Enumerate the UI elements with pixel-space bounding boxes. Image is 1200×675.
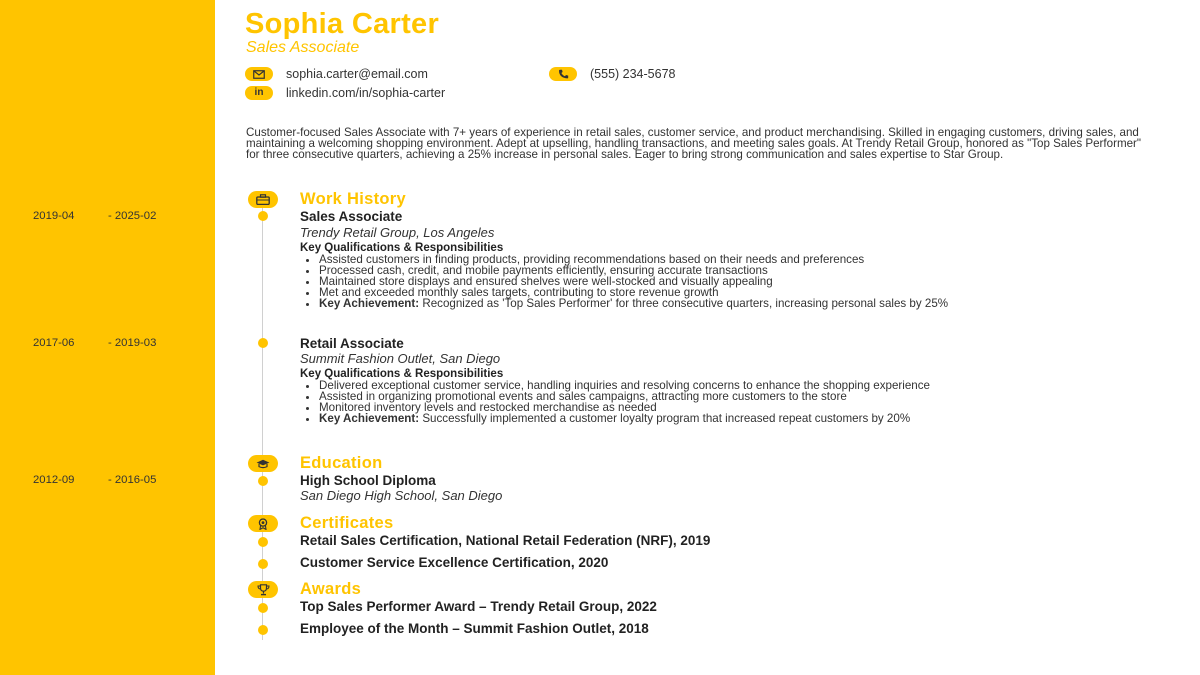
certificate-item: Customer Service Excellence Certification, 2020 (300, 555, 609, 570)
professional-summary: Customer-focused Sales Associate with 7+ years of experience in retail sales, customer service, and product merchandising. Skilled in engaging customers, driving sales, and maintaining a welcoming shopping environment. Adept at upselling, handling transactions, and meeting sales goals. At Trendy Retail Group, honored as "Top Sales Performer" for three consecutive quarters, achieving a 25% increase in personal sales. Eager to bring strong communication and sales expertise to Star Group. (246, 126, 1142, 161)
achievement-text: Recognized as 'Top Sales Performer' for three consecutive quarters, increasing personal sales by 25% (422, 297, 949, 310)
job2-bullet-list (300, 380, 1149, 424)
education-end-date: - 2016-05 (108, 474, 157, 486)
timeline-dot (258, 625, 268, 635)
job1-bullet-list (300, 254, 1149, 309)
timeline-dot (258, 559, 268, 569)
candidate-role: Sales Associate (246, 39, 360, 56)
job1-qualifications-heading: Key Qualifications & Responsibilities (300, 242, 504, 254)
briefcase-icon (248, 191, 278, 208)
education-start-date: 2012-09 (33, 474, 75, 486)
job2-start-date: 2017-06 (33, 337, 75, 349)
timeline-dot (258, 211, 268, 221)
list-item: • Assisted customers in finding products, providing recommendations based on their needs and preferences (319, 254, 1149, 265)
job1-company: Trendy Retail Group, Los Angeles (300, 225, 495, 240)
timeline-dot (258, 537, 268, 547)
list-item: • Assisted in organizing promotional events and sales campaigns, attracting more customers to the store (319, 391, 1149, 402)
certificate-item: Retail Sales Certification, National Retail Federation (NRF), 2019 (300, 533, 711, 548)
education-title: High School Diploma (300, 473, 436, 488)
list-item: • Maintained store displays and ensured shelves were well-stocked and visually appealing (319, 276, 1149, 287)
graduation-cap-icon (248, 455, 278, 472)
phone-icon (549, 67, 577, 81)
job2-qualifications-heading: Key Qualifications & Responsibilities (300, 368, 504, 380)
section-title-work: Work History (300, 190, 406, 208)
linkedin-icon (245, 86, 273, 100)
job1-end-date: - 2025-02 (108, 210, 157, 222)
achievement-label: Key Achievement: (319, 297, 420, 310)
achievement-label: Key Achievement: (319, 412, 420, 425)
email-link[interactable]: sophia.carter@email.com (286, 67, 428, 81)
timeline-dot (258, 603, 268, 613)
job2-end-date: - 2019-03 (108, 337, 157, 349)
trophy-icon (248, 581, 278, 598)
list-item: • Processed cash, credit, and mobile payments efficiently, ensuring accurate transactions (319, 265, 1149, 276)
list-item: • Met and exceeded monthly sales targets, contributing to store revenue growth (319, 287, 1149, 298)
candidate-name: Sophia Carter (245, 8, 440, 40)
section-title-education: Education (300, 454, 383, 472)
linkedin-link[interactable]: linkedin.com/in/sophia-carter (286, 86, 446, 100)
education-school: San Diego High School, San Diego (300, 488, 503, 503)
timeline-dot (258, 338, 268, 348)
list-item (319, 298, 1149, 309)
job2-company: Summit Fashion Outlet, San Diego (300, 351, 501, 366)
award-item: Employee of the Month – Summit Fashion Outlet, 2018 (300, 621, 649, 636)
list-item (319, 413, 1149, 424)
job1-start-date: 2019-04 (33, 210, 75, 222)
linkedin-badge: in (254, 87, 264, 98)
job2-title: Retail Associate (300, 336, 404, 351)
job1-title: Sales Associate (300, 209, 403, 224)
certificate-ribbon-icon (248, 515, 278, 532)
achievement-text: Successfully implemented a customer loyalty program that increased repeat customers by 20% (422, 412, 911, 425)
list-item: • Monitored inventory levels and restocked merchandise as needed (319, 402, 1149, 413)
section-title-awards: Awards (300, 580, 362, 598)
list-item: • Delivered exceptional customer service, handling inquiries and resolving concerns to enhance the shopping experience (319, 380, 1149, 391)
timeline-dot (258, 476, 268, 486)
section-title-certificates: Certificates (300, 514, 394, 532)
award-item: Top Sales Performer Award – Trendy Retail Group, 2022 (300, 599, 657, 614)
resume-main (33, 0, 1200, 675)
envelope-icon (245, 67, 273, 81)
phone-number: (555) 234-5678 (590, 67, 676, 81)
timeline-line (262, 200, 263, 640)
